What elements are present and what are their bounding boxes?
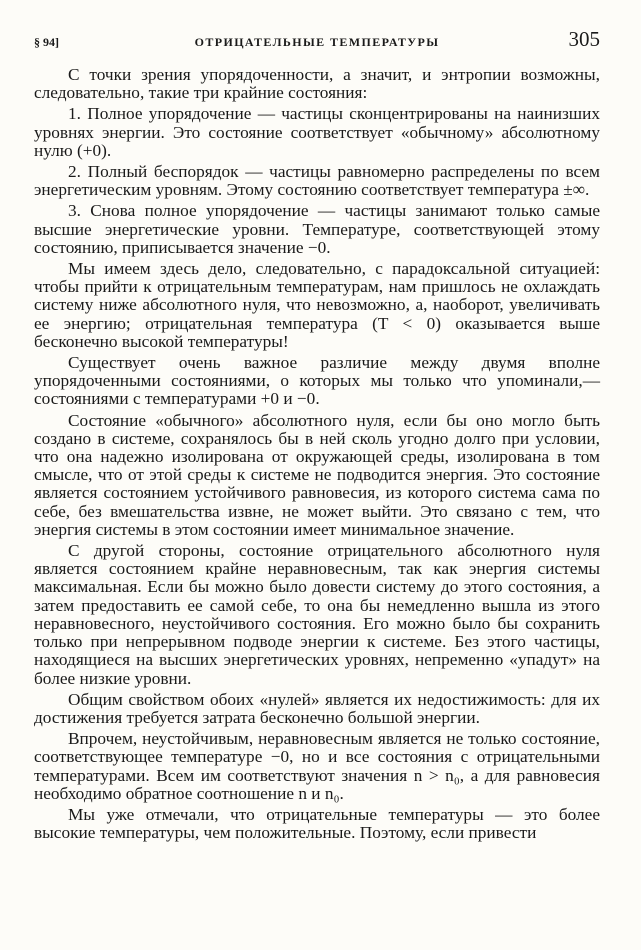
paragraph: С другой стороны, состояние отрицательного абсолютного нуля является состоянием крайне неравновесным, так как энергия системы максимальная. Если бы можно было довести систему до этого состояния, а затем предоставить ее самой себе, то она бы немедленно вышла из этого неравновесного, неустойчивого состояния. Его можно было бы сохранить только при непрерывном подводе энергии к системе. Без этого частицы, находящиеся на высших энергетических уровнях, непременно «упадут» на более низкие уровни. [34, 541, 600, 688]
paragraph: 2. Полный беспорядок — частицы равномерно распределены по всем энергетическим уровням. Этому состоянию соответствует температура ±∞. [34, 162, 600, 200]
body-text [34, 66, 600, 845]
page-number: 305 [568, 27, 600, 51]
section-number: § 94] [34, 35, 59, 49]
paragraph: Впрочем, неустойчивым, неравновесным является не только состояние, соответствующее температуре −0, но и все состояния с отрицательными температурами. Всем им соответствуют значения n > n₀, а для равновесия необходимо обратное соотношение n и n₀. [34, 729, 600, 803]
paragraph: 3. Снова полное упорядочение — частицы занимают только самые высшие энергетические уровни. Температуре, соответствующей этому состоянию, приписывается значение −0. [34, 201, 600, 257]
paragraph: Существует очень важное различие между двумя вполне упорядоченными состояниями, о которых мы только что упоминали,— состояниями с температурами +0 и −0. [34, 353, 600, 409]
page-header [34, 27, 600, 51]
paragraph: Состояние «обычного» абсолютного нуля, если бы оно могло быть создано в системе, сохранялось бы в ней сколь угодно долго при условии, что она надежно изолирована от окружающей среды, изолирована в том смысле, что от этой среды к системе не подводится энергия. Это состояние является состоянием устойчивого равновесия, из которого система сама по себе, без вмешательства извне, не может выйти. Это связано с тем, что энергия системы в этом состоянии имеет минимальное значение. [34, 410, 600, 539]
paragraph: С точки зрения упорядоченности, а значит, и энтропии возможны, следовательно, такие три крайние состояния: [34, 65, 600, 103]
paragraph: Мы имеем здесь дело, следовательно, с парадоксальной ситуацией: чтобы прийти к отрицательным температурам, нам пришлось не охлаждать систему ниже абсолютного нуля, что невозможно, а, наоборот, увеличивать ее энергию; отрицательная температура (T < 0) оказывается выше бесконечно высокой температуры! [34, 259, 600, 351]
running-title: ОТРИЦАТЕЛЬНЫЕ ТЕМПЕРАТУРЫ [194, 35, 440, 49]
paragraph: Общим свойством обоих «нулей» является их недостижимость: для их достижения требуется затрата бесконечно большой энергии. [34, 689, 600, 727]
paragraph: 1. Полное упорядочение — частицы сконцентрированы на наинизших уровнях энергии. Это состояние соответствует «обычному» абсолютному нулю (+0). [34, 104, 600, 160]
paragraph: Мы уже отмечали, что отрицательные температуры — это более высокие температуры, чем положительные. Поэтому, если привести [34, 804, 600, 843]
